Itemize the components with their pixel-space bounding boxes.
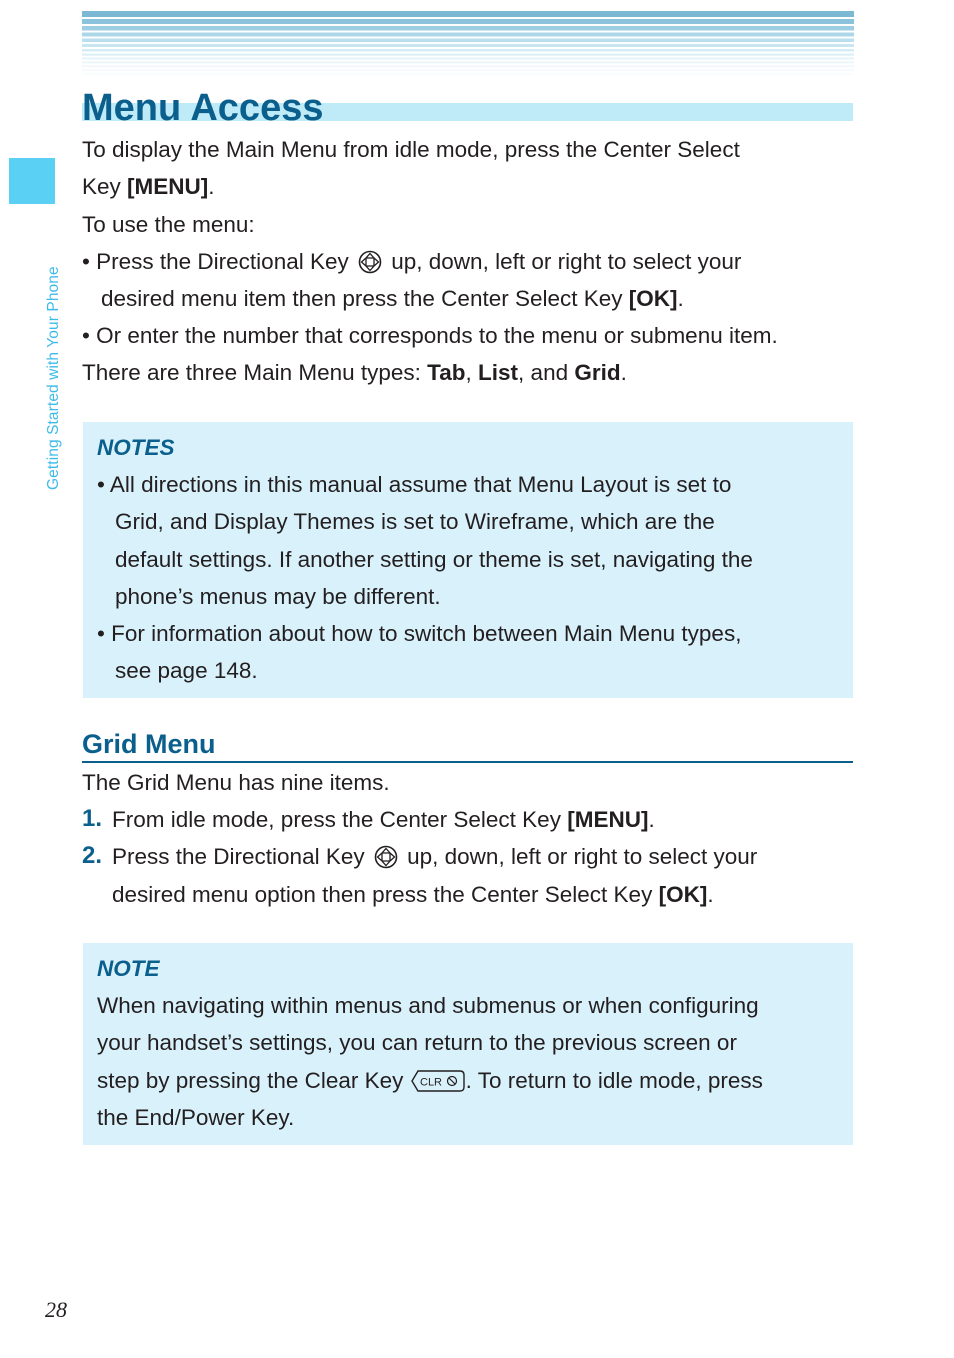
note-line: When navigating within menus and submenus or when configuring (97, 993, 759, 1018)
notes-heading: NOTES (97, 435, 175, 460)
notes-line: Grid, and Display Themes is set to Wireframe, which are the (115, 509, 715, 534)
note-box (83, 943, 853, 1145)
step-text-continued: desired menu option then press the Center Select Key [OK]. (112, 882, 714, 907)
notes-line: default settings. If another setting or theme is set, navigating the (115, 547, 753, 572)
grid-menu-heading: Grid Menu (82, 729, 216, 759)
notes-line: see page 148. (115, 658, 258, 683)
section-rule (82, 761, 853, 763)
note-line: your handset’s settings, you can return to the previous screen or (97, 1030, 737, 1055)
bullet-item: • Or enter the number that corresponds to the menu or submenu item. (82, 323, 778, 348)
header-stripes (82, 11, 854, 77)
side-tab-marker (9, 158, 55, 204)
notes-line: • All directions in this manual assume that Menu Layout is set to (97, 472, 732, 497)
directional-key-icon (371, 845, 401, 869)
step-text: From idle mode, press the Center Select Key [MENU]. (112, 807, 655, 832)
ok-key-label: [OK] (628, 286, 678, 311)
clear-key-icon (410, 1069, 466, 1093)
note-heading: NOTE (97, 956, 160, 981)
menu-types-line: There are three Main Menu types: Tab, List, and Grid. (82, 360, 627, 385)
bullet-item-continued: desired menu item then press the Center Select Key [OK]. (101, 286, 684, 311)
step-text: Press the Directional Key up, down, left or right to select your (112, 844, 758, 869)
step-number: 1. (82, 805, 103, 832)
page-title: Menu Access (82, 87, 324, 129)
menu-key-label: [MENU] (127, 174, 209, 199)
notes-line: phone’s menus may be different. (115, 584, 441, 609)
svg-text:CLR: CLR (419, 1076, 442, 1089)
directional-key-icon (355, 250, 385, 274)
notes-line: • For information about how to switch between Main Menu types, (97, 621, 742, 646)
intro-line: To use the menu: (82, 212, 255, 237)
note-line: the End/Power Key. (97, 1105, 295, 1130)
intro-line: To display the Main Menu from idle mode, press the Center Select (82, 137, 740, 162)
step-number: 2. (82, 842, 103, 869)
note-line: step by pressing the Clear Key CLR . To return to idle mode, press (97, 1068, 763, 1093)
grid-menu-intro: The Grid Menu has nine items. (82, 770, 390, 795)
intro-line: Key [MENU]. (82, 174, 215, 199)
page-number: 28 (45, 1297, 67, 1322)
bullet-item: • Press the Directional Key up, down, left or right to select your (82, 249, 742, 274)
notes-box (83, 422, 853, 698)
side-tab-label: Getting Started with Your Phone (45, 266, 62, 490)
